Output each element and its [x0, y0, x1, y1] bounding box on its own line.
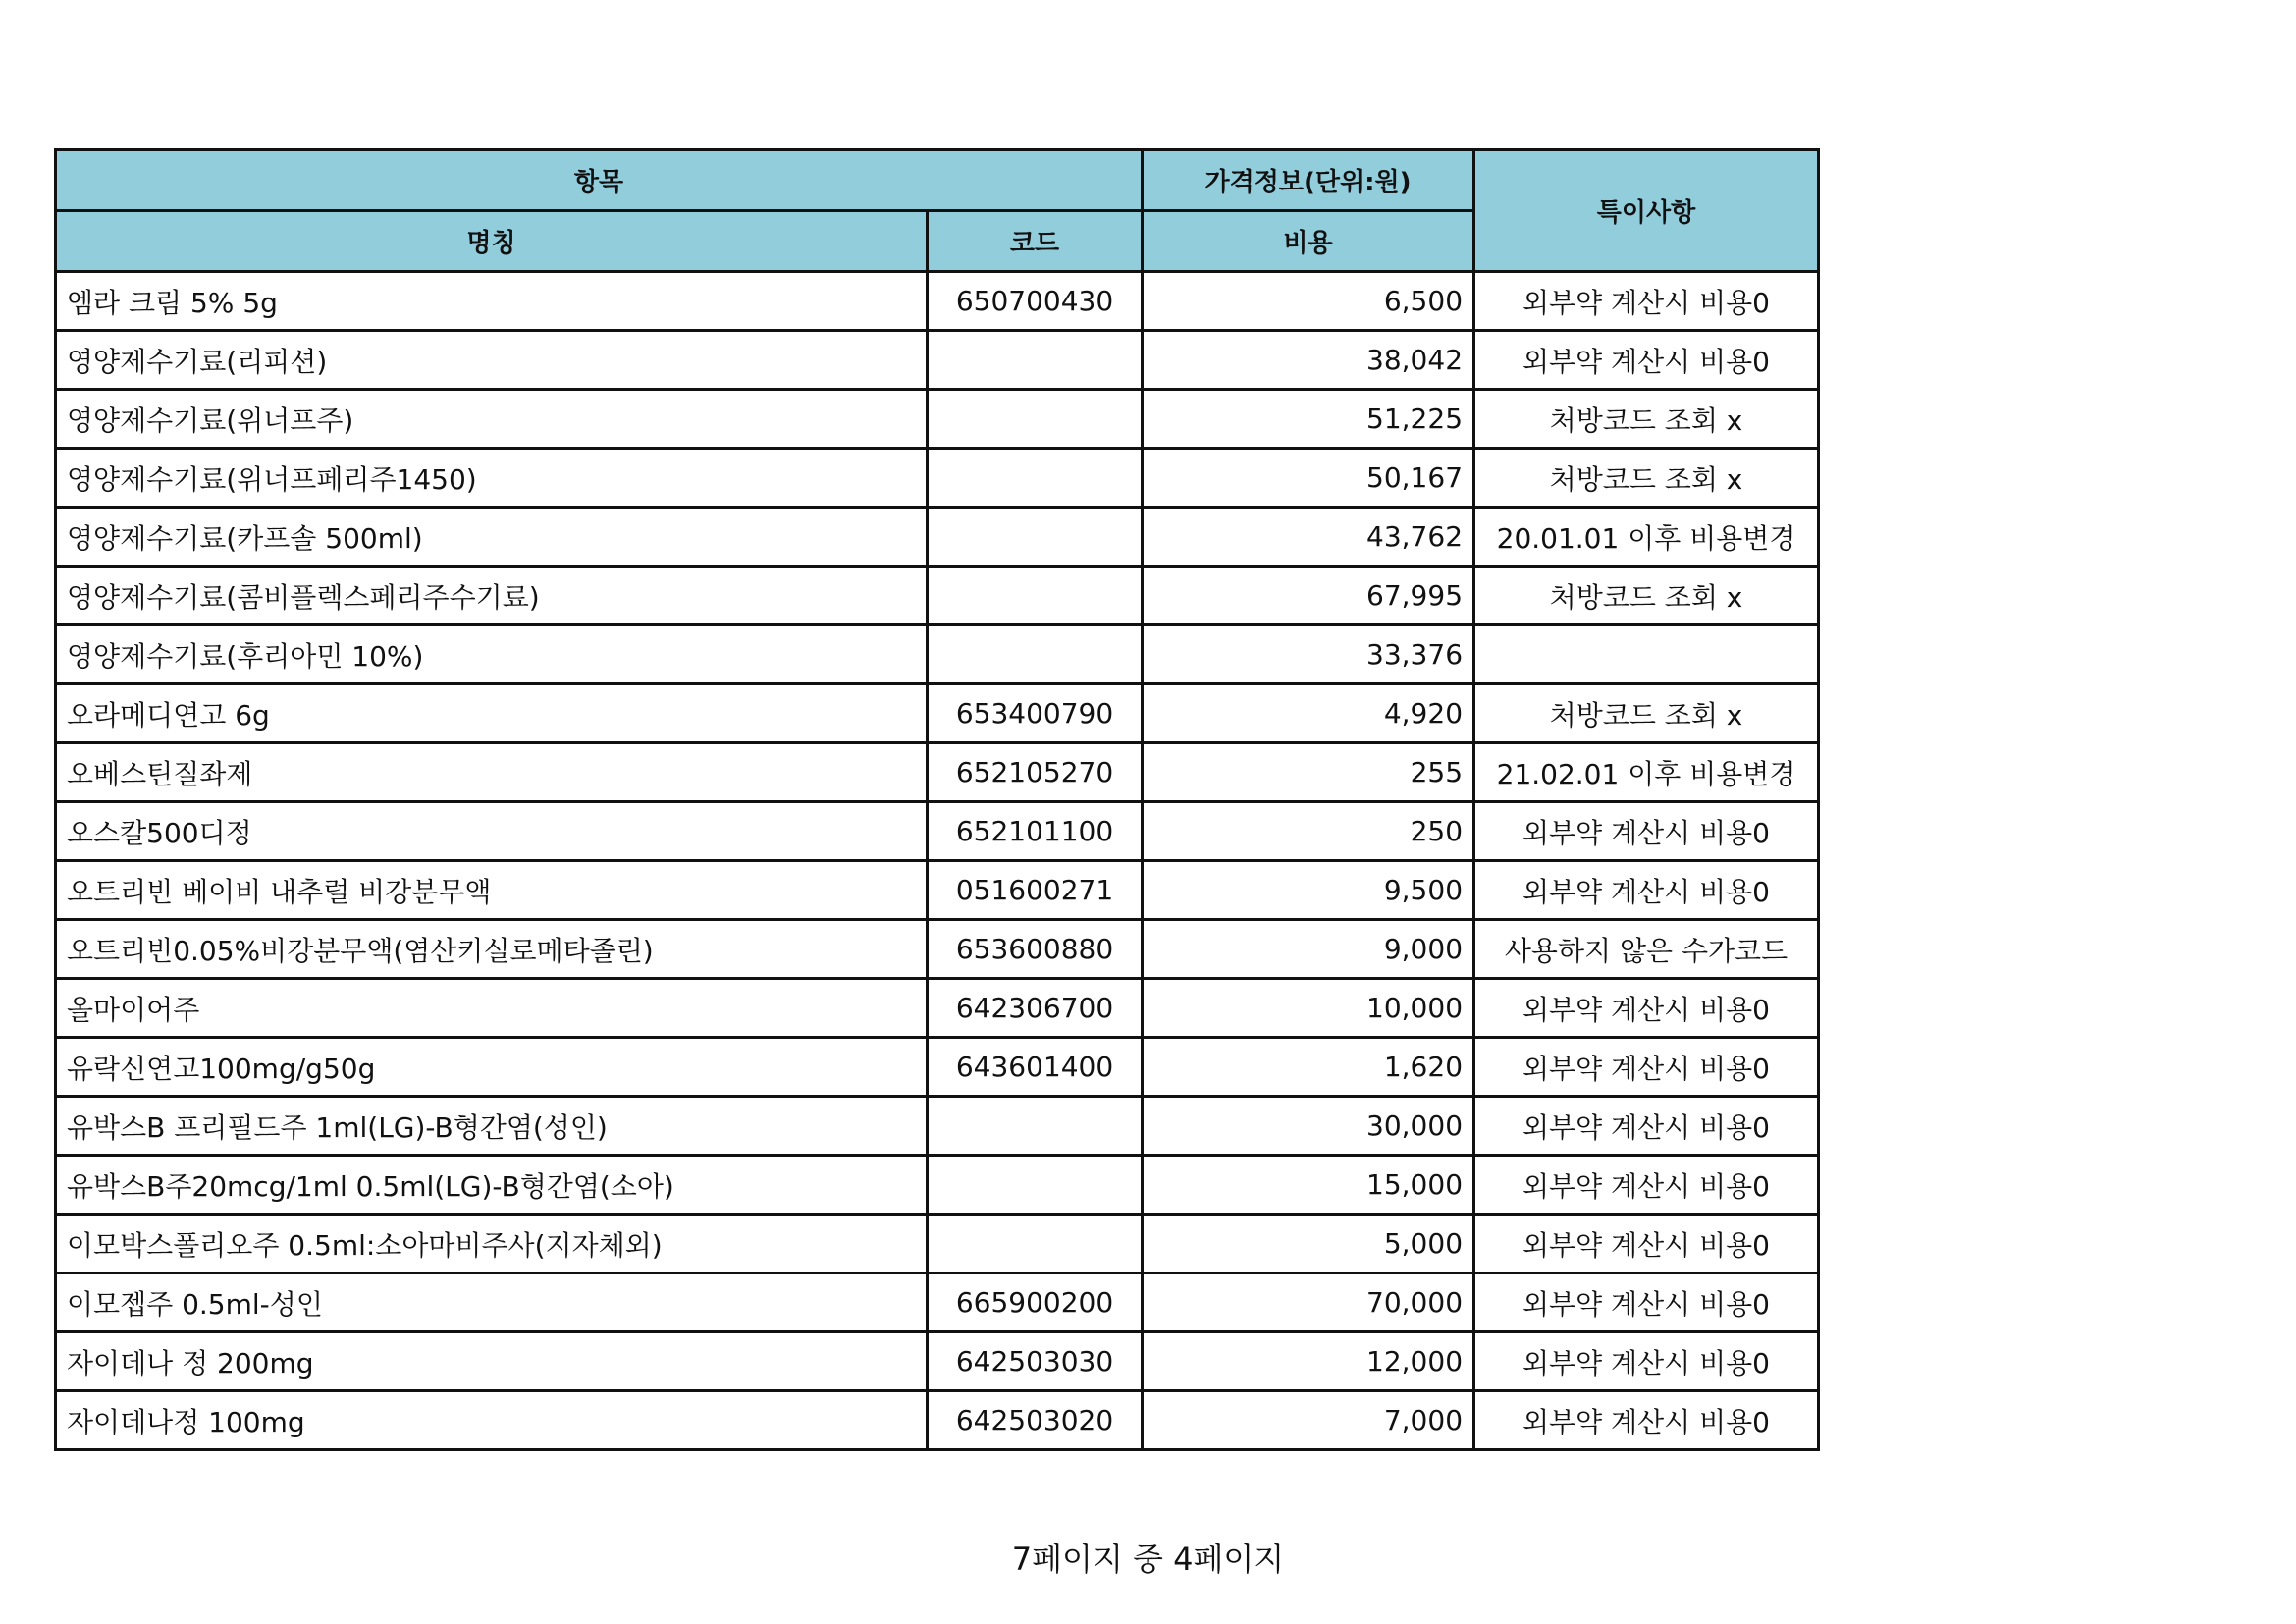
item-name-cell: 유박스B주20mcg/1ml 0.5ml(LG)-B형간염(소아) — [56, 1156, 928, 1215]
item-code-cell — [928, 1156, 1143, 1215]
item-code-cell: 643601400 — [928, 1038, 1143, 1097]
item-cost-cell: 7,000 — [1143, 1391, 1474, 1450]
item-note-cell: 처방코드 조회 x — [1474, 390, 1819, 449]
item-code-cell — [928, 1215, 1143, 1273]
table-row — [56, 1273, 1819, 1332]
name-column-header: 명칭 — [56, 211, 928, 272]
item-note-cell: 외부약 계산시 비용0 — [1474, 1273, 1819, 1332]
table-row — [56, 1097, 1819, 1156]
table-row — [56, 920, 1819, 979]
table-row — [56, 1038, 1819, 1097]
item-cost-cell: 43,762 — [1143, 508, 1474, 567]
item-code-cell: 642503030 — [928, 1332, 1143, 1391]
item-group-header: 항목 — [56, 150, 1143, 211]
item-name-cell: 자이데나정 100mg — [56, 1391, 928, 1450]
item-code-cell — [928, 625, 1143, 684]
price-info-group-header: 가격정보(단위:원) — [1143, 150, 1474, 211]
item-cost-cell: 38,042 — [1143, 331, 1474, 390]
table-row — [56, 1215, 1819, 1273]
table-row — [56, 1332, 1819, 1391]
item-name-cell: 영양제수기료(카프솔 500ml) — [56, 508, 928, 567]
table-row — [56, 508, 1819, 567]
item-code-cell — [928, 449, 1143, 508]
item-note-cell: 처방코드 조회 x — [1474, 449, 1819, 508]
item-cost-cell: 9,000 — [1143, 920, 1474, 979]
item-note-cell: 외부약 계산시 비용0 — [1474, 1391, 1819, 1450]
item-note-cell: 21.02.01 이후 비용변경 — [1474, 743, 1819, 802]
item-code-cell: 652101100 — [928, 802, 1143, 861]
item-cost-cell: 9,500 — [1143, 861, 1474, 920]
code-column-header: 코드 — [928, 211, 1143, 272]
item-note-cell: 처방코드 조회 x — [1474, 567, 1819, 625]
group-header-row — [56, 150, 1819, 211]
item-cost-cell: 67,995 — [1143, 567, 1474, 625]
item-code-cell: 642503020 — [928, 1391, 1143, 1450]
item-code-cell — [928, 567, 1143, 625]
item-name-cell: 자이데나 정 200mg — [56, 1332, 928, 1391]
item-cost-cell: 51,225 — [1143, 390, 1474, 449]
item-cost-cell: 15,000 — [1143, 1156, 1474, 1215]
table-row — [56, 1391, 1819, 1450]
item-cost-cell: 10,000 — [1143, 979, 1474, 1038]
item-code-cell — [928, 331, 1143, 390]
table-row — [56, 861, 1819, 920]
item-note-cell: 외부약 계산시 비용0 — [1474, 861, 1819, 920]
item-code-cell: 650700430 — [928, 272, 1143, 331]
item-cost-cell: 1,620 — [1143, 1038, 1474, 1097]
item-name-cell: 오베스틴질좌제 — [56, 743, 928, 802]
item-note-cell: 외부약 계산시 비용0 — [1474, 1156, 1819, 1215]
remarks-column-header: 특이사항 — [1474, 150, 1819, 272]
item-note-cell: 외부약 계산시 비용0 — [1474, 1332, 1819, 1391]
table-row — [56, 684, 1819, 743]
table-row — [56, 1156, 1819, 1215]
item-note-cell — [1474, 625, 1819, 684]
item-cost-cell: 6,500 — [1143, 272, 1474, 331]
item-name-cell: 영양제수기료(콤비플렉스페리주수기료) — [56, 567, 928, 625]
table-row — [56, 743, 1819, 802]
item-name-cell: 엠라 크림 5% 5g — [56, 272, 928, 331]
item-name-cell: 유락신연고100mg/g50g — [56, 1038, 928, 1097]
item-note-cell: 외부약 계산시 비용0 — [1474, 331, 1819, 390]
table-row — [56, 272, 1819, 331]
item-name-cell: 오라메디연고 6g — [56, 684, 928, 743]
table-row — [56, 625, 1819, 684]
item-code-cell: 665900200 — [928, 1273, 1143, 1332]
item-name-cell: 오트리빈 베이비 내추럴 비강분무액 — [56, 861, 928, 920]
item-note-cell: 외부약 계산시 비용0 — [1474, 1215, 1819, 1273]
table-body — [56, 272, 1819, 1450]
item-name-cell: 영양제수기료(후리아민 10%) — [56, 625, 928, 684]
item-name-cell: 오스칼500디정 — [56, 802, 928, 861]
item-note-cell: 외부약 계산시 비용0 — [1474, 979, 1819, 1038]
item-code-cell — [928, 390, 1143, 449]
item-note-cell: 20.01.01 이후 비용변경 — [1474, 508, 1819, 567]
item-name-cell: 유박스B 프리필드주 1ml(LG)-B형간염(성인) — [56, 1097, 928, 1156]
item-code-cell — [928, 508, 1143, 567]
item-code-cell: 051600271 — [928, 861, 1143, 920]
page-indicator: 7페이지 중 4페이지 — [1011, 1541, 1285, 1578]
item-note-cell: 외부약 계산시 비용0 — [1474, 272, 1819, 331]
item-code-cell: 653600880 — [928, 920, 1143, 979]
item-name-cell: 영양제수기료(위너프페리주1450) — [56, 449, 928, 508]
item-name-cell: 올마이어주 — [56, 979, 928, 1038]
item-cost-cell: 5,000 — [1143, 1215, 1474, 1273]
table-row — [56, 449, 1819, 508]
table-row — [56, 390, 1819, 449]
table-row — [56, 567, 1819, 625]
item-code-cell: 642306700 — [928, 979, 1143, 1038]
item-code-cell: 652105270 — [928, 743, 1143, 802]
table-row — [56, 802, 1819, 861]
item-name-cell: 영양제수기료(리피션) — [56, 331, 928, 390]
table-row — [56, 331, 1819, 390]
item-cost-cell: 30,000 — [1143, 1097, 1474, 1156]
cost-column-header: 비용 — [1143, 211, 1474, 272]
table-row — [56, 979, 1819, 1038]
item-note-cell: 외부약 계산시 비용0 — [1474, 1097, 1819, 1156]
item-cost-cell: 4,920 — [1143, 684, 1474, 743]
item-cost-cell: 33,376 — [1143, 625, 1474, 684]
item-name-cell: 이모박스폴리오주 0.5ml:소아마비주사(지자체외) — [56, 1215, 928, 1273]
item-cost-cell: 70,000 — [1143, 1273, 1474, 1332]
item-cost-cell: 255 — [1143, 743, 1474, 802]
item-cost-cell: 50,167 — [1143, 449, 1474, 508]
item-note-cell: 사용하지 않은 수가코드 — [1474, 920, 1819, 979]
item-name-cell: 오트리빈0.05%비강분무액(염산키실로메타졸린) — [56, 920, 928, 979]
item-note-cell: 처방코드 조회 x — [1474, 684, 1819, 743]
item-code-cell — [928, 1097, 1143, 1156]
item-cost-cell: 12,000 — [1143, 1332, 1474, 1391]
item-name-cell: 이모젭주 0.5ml-성인 — [56, 1273, 928, 1332]
price-table — [54, 148, 1820, 1451]
item-code-cell: 653400790 — [928, 684, 1143, 743]
item-name-cell: 영양제수기료(위너프주) — [56, 390, 928, 449]
item-cost-cell: 250 — [1143, 802, 1474, 861]
item-note-cell: 외부약 계산시 비용0 — [1474, 1038, 1819, 1097]
item-note-cell: 외부약 계산시 비용0 — [1474, 802, 1819, 861]
